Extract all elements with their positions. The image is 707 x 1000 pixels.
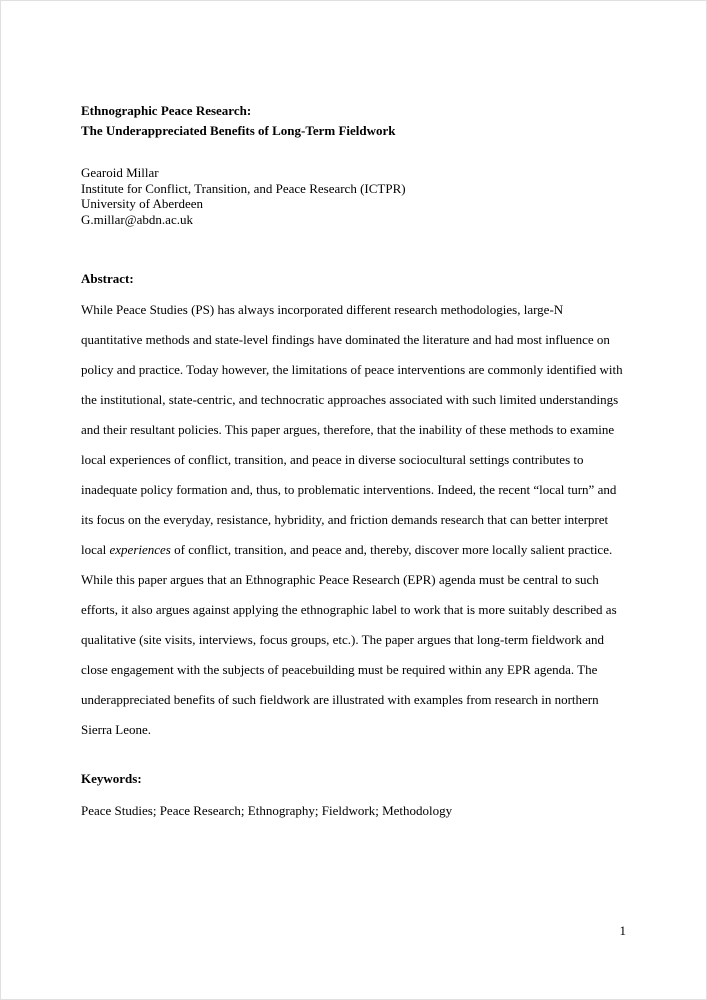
author-affiliation-institute: Institute for Conflict, Transition, and Peace Research (ICTPR) bbox=[81, 180, 406, 196]
author-name: Gearoid Millar bbox=[81, 165, 159, 180]
abstract-text-part2: of conflict, transition, and peace and, thereby, discover more locally salient practice. While this paper argues that an Ethnographic Peace Research (EPR) agenda must be central to such efforts, it also argues against applying the ethnographic label to work that is more suitably described as qualitative (site visits, interviews, focus groups, etc.). The paper argues that long-term fieldwork and close engagement with the subjects of peacebuilding must be required within any EPR agenda. The underappreciated benefits of such fieldwork are illustrated with examples from research in northern Sierra Leone. bbox=[81, 542, 617, 737]
page-number: 1 bbox=[619, 923, 626, 938]
author-block bbox=[81, 165, 626, 227]
abstract-text-part1: While Peace Studies (PS) has always incorporated different research methodologies, large-N quantitative methods and state-level findings have dominated the literature and had most influence on policy and practice. Today however, the limitations of peace interventions are commonly identified with the institutional, state-centric, and technocratic approaches associated with such limited understandings and their resultant policies. This paper argues, therefore, that the inability of these methods to examine local experiences of conflict, transition, and peace in diverse sociocultural settings contributes to inadequate policy formation and, thus, to problematic interventions. Indeed, the recent “local turn” and its focus on the everyday, resistance, hybridity, and friction demands research that can better interpret local bbox=[81, 302, 623, 557]
page-content bbox=[81, 1, 626, 819]
paper-title-line1: Ethnographic Peace Research: bbox=[81, 103, 252, 118]
abstract-italic-word: experiences bbox=[109, 542, 171, 557]
abstract-paragraph bbox=[81, 295, 626, 745]
author-email: G.millar@abdn.ac.uk bbox=[81, 211, 193, 227]
author-affiliation-university: University of Aberdeen bbox=[81, 196, 204, 211]
keywords-heading: Keywords: bbox=[81, 771, 142, 786]
paper-title-line2: The Underappreciated Benefits of Long-Term Fieldwork bbox=[81, 123, 396, 138]
paper-title bbox=[81, 101, 626, 141]
keywords-list: Peace Studies; Peace Research; Ethnography; Fieldwork; Methodology bbox=[81, 803, 453, 818]
abstract-heading: Abstract: bbox=[81, 271, 134, 286]
